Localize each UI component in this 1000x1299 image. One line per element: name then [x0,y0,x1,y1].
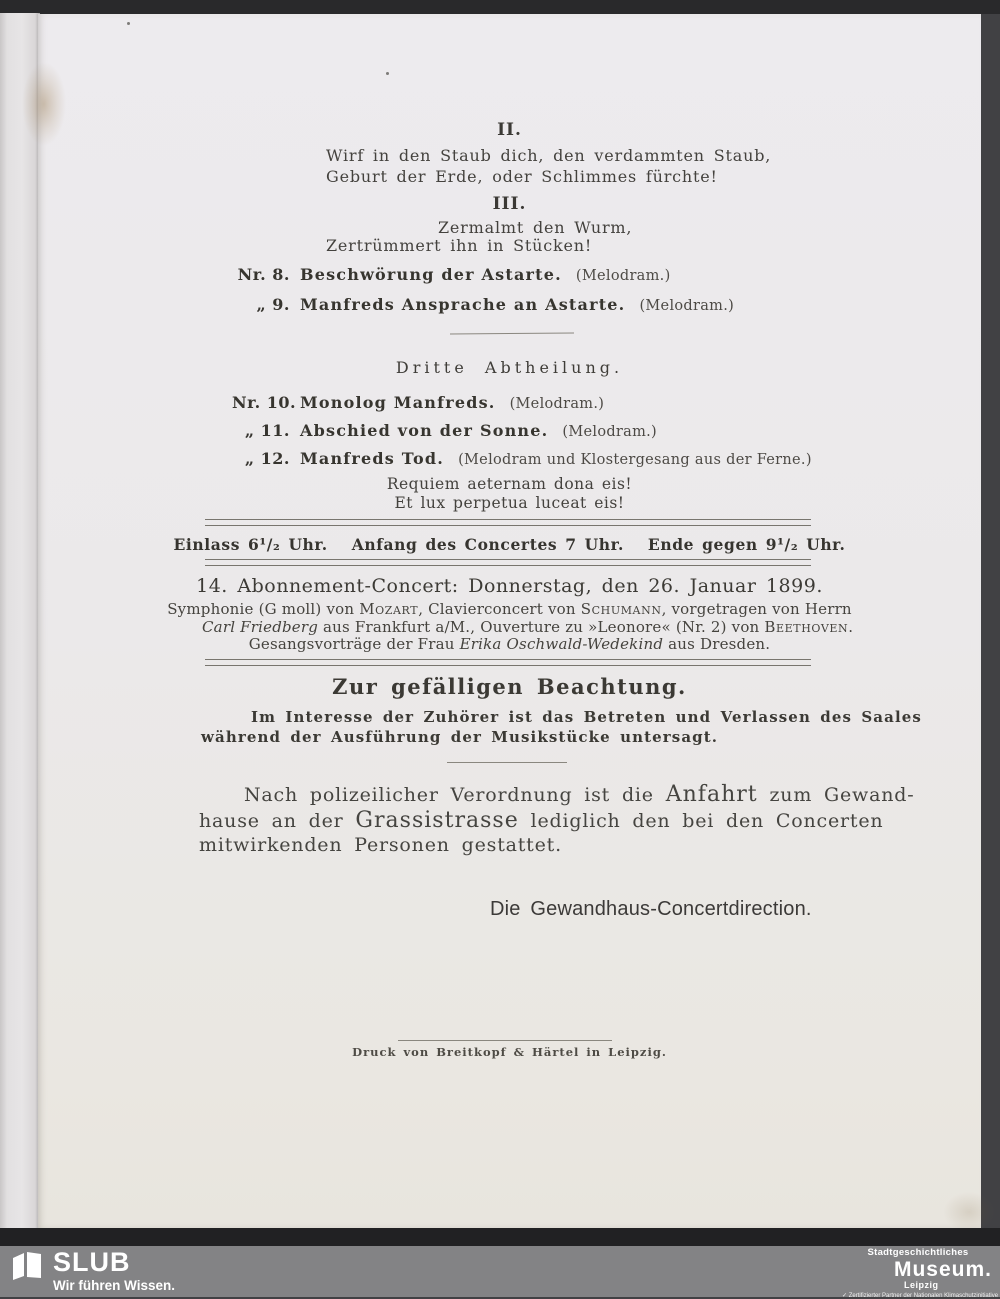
concert-times-line: Einlass 6¹/₂ Uhr. Anfang des Concertes 7 Uhr. Ende gegen 9¹/₂ Uhr. [173,535,846,554]
program-item-number: „ 9. [256,295,290,314]
footer-banner [0,1246,1000,1297]
traffic-line-1: Nach polizeilicher Verordnung ist die Anfahrt zum Gewand- [244,782,915,807]
program-item-title: Abschied von der Sonne. [300,421,549,440]
background-top-band [0,0,1000,14]
museum-logo-line-3: Leipzig [904,1279,939,1290]
program-item-12 [232,449,812,468]
next-concert-line-3: Gesangsvorträge der Frau Erika Oschwald-Wedekind aus Dresden. [248,635,771,653]
slub-logo-text: SLUB [53,1247,131,1277]
next-concert-line-1: Symphonie (G moll) von Mozart, Clavierconcert von Schumann, vorgetragen von Herrn [167,600,852,618]
museum-logo-line-1: Stadtgeschichtliches [867,1247,969,1258]
program-item-10 [232,393,604,412]
museum-logo-block [842,1247,999,1299]
next-concert-title: 14. Abonnement-Concert: Donnerstag, den 26. Januar 1899. [196,575,823,597]
program-item-number: „ 11. [244,421,290,440]
program-item-title: Beschwörung der Astarte. [300,265,562,284]
signature-line: Die Gewandhaus-Concertdirection. [490,898,812,920]
paper-stain-small [943,1192,995,1232]
slub-open-book-icon [12,1251,42,1281]
verse-iii-line-1: Zermalmt den Wurm, [438,218,633,237]
verse-ii-block [326,146,771,186]
program-item-note: (Melodram.) [639,298,735,314]
paper-speck [386,72,389,75]
program-item-number: Nr. 10. [232,393,297,412]
verse-iii-line-2: Zertrümmert ihn in Stücken! [326,236,593,255]
double-rule-bottom [205,659,811,666]
imprint-line: Druck von Breitkopf & Härtel in Leipzig. [352,1045,667,1059]
imprint-rule [398,1040,612,1041]
program-item-8 [232,265,671,284]
notice-line-2: während der Ausführung der Musikstücke untersagt. [201,728,719,746]
program-item-number: Nr. 8. [237,265,290,284]
verse-ii-line-2: Geburt der Erde, oder Schlimmes fürchte! [326,167,718,186]
traffic-line-2: hause an der Grassistrasse lediglich den bei den Concerten [199,808,884,833]
paper-stain-large [22,62,66,146]
notice-heading: Zur gefälligen Beachtung. [332,674,687,699]
verse-iii-heading: III. [492,194,527,214]
museum-certification-line: ✓ Zertifizierter Partner der Nationalen Klimaschutzinitiative [842,1292,999,1299]
museum-logo-line-2: Museum. [893,1257,992,1281]
section-heading: Dritte Abtheilung. [395,358,624,377]
verse-ii-line-1: Wirf in den Staub dich, den verdammten Staub, [326,146,772,165]
verse-ii-heading: II. [497,120,522,140]
notice-line-1: Im Interesse der Zuhörer ist das Betreten und Verlassen des Saales [251,708,922,726]
program-item-note: (Melodram.) [509,396,605,412]
double-rule-top [205,519,811,526]
slub-tagline: Wir führen Wissen. [53,1278,176,1293]
program-item-note: (Melodram.) [575,268,671,284]
program-item-11 [232,421,657,440]
program-item-note: (Melodram.) [562,424,658,440]
notice-divider-rule [447,762,567,763]
program-item-note: (Melodram und Klostergesang aus der Ferne.) [458,452,812,468]
next-concert-line-2: Carl Friedberg aus Frankfurt a/M., Ouverture zu »Leonore« (Nr. 2) von Beethoven. [202,618,854,636]
paper-speck [127,22,130,25]
traffic-line-3: mitwirkenden Personen gestattet. [199,834,562,856]
latin-line-1: Requiem aeternam dona eis! [386,475,633,493]
program-item-number: „ 12. [244,449,290,468]
latin-line-2: Et lux perpetua luceat eis! [394,494,625,512]
double-rule-middle [205,559,811,566]
program-item-title: Monolog Manfreds. [300,393,496,412]
scanned-program-page [38,14,981,1228]
background-bottom-band [0,1228,1000,1247]
program-item-title: Manfreds Tod. [300,449,445,468]
program-item-9 [232,295,734,314]
underlying-page-edge [0,13,40,1231]
section-divider-rule [450,332,574,334]
program-item-title: Manfreds Ansprache an Astarte. [300,295,626,314]
